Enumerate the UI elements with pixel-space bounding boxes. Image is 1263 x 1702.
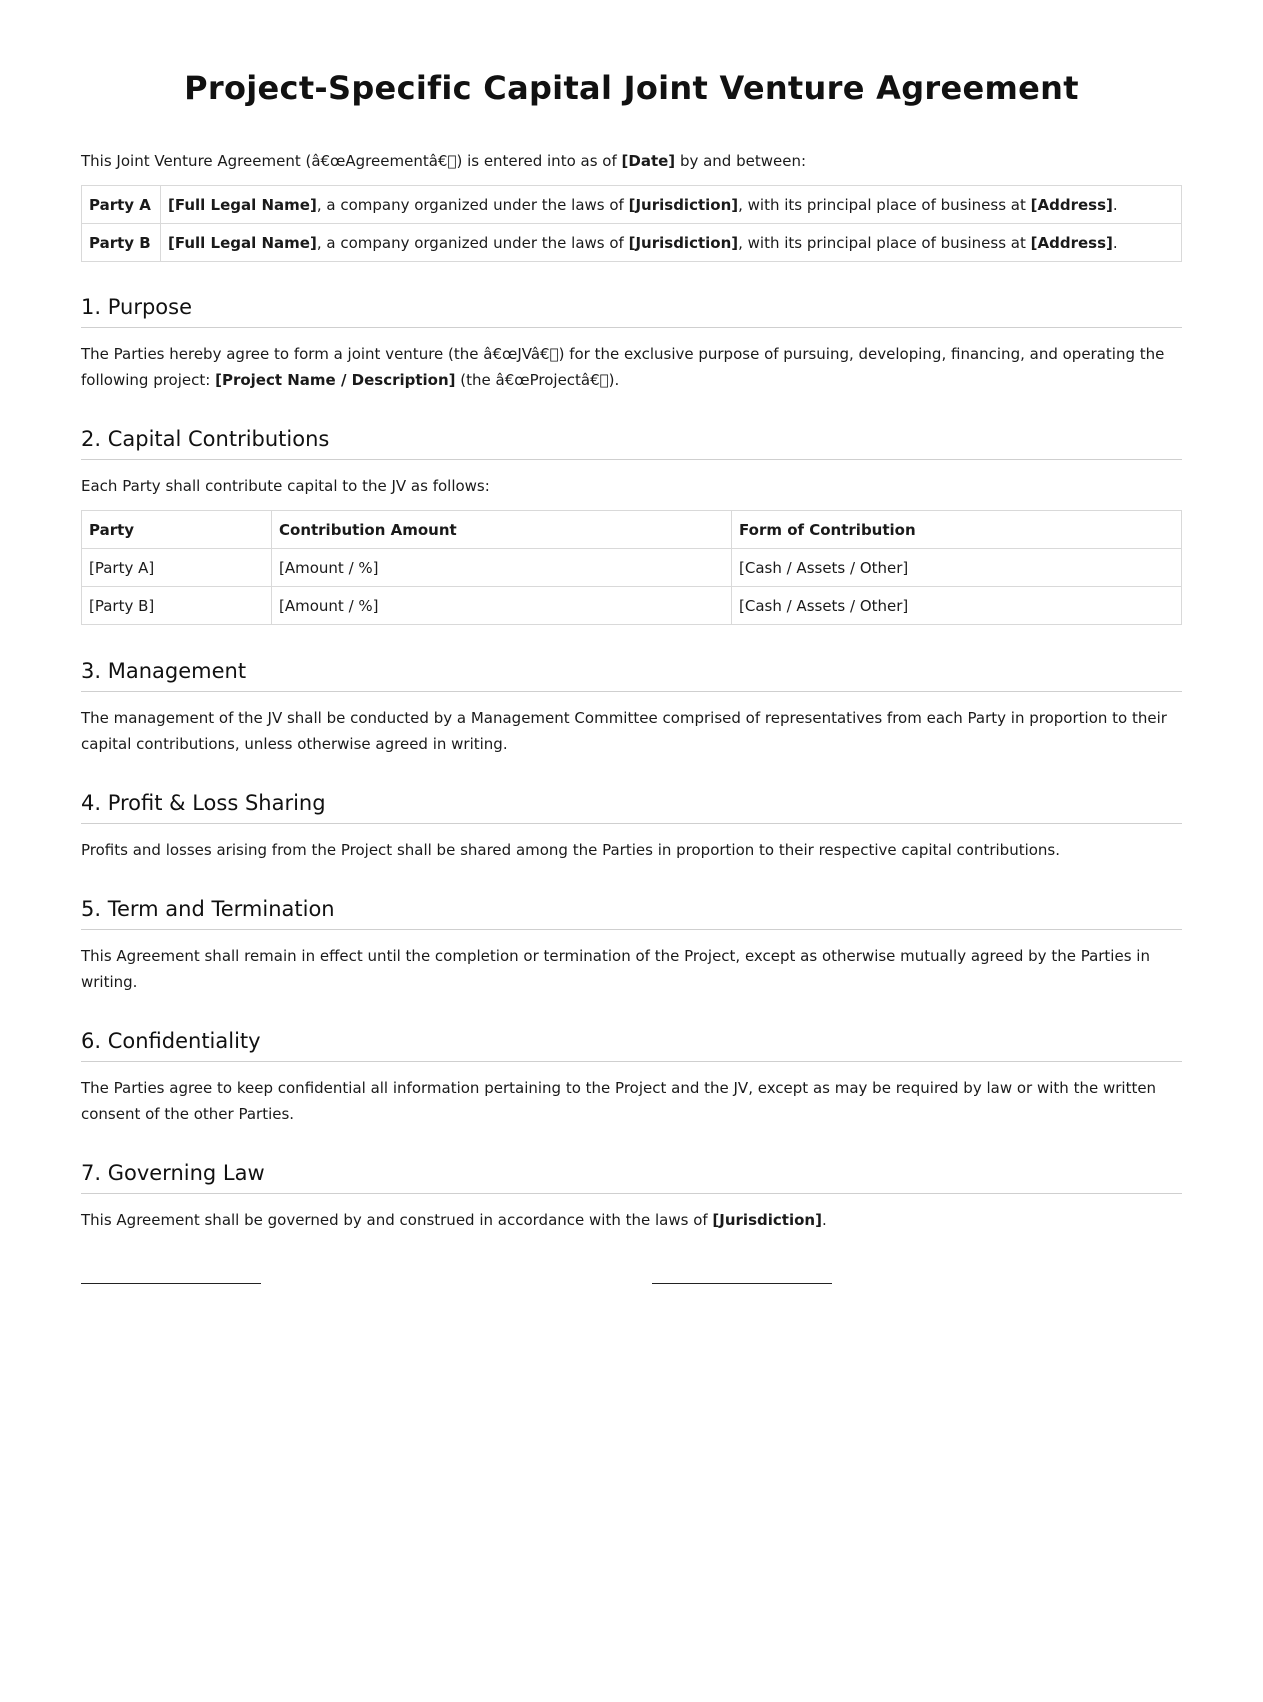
intro-date-placeholder: [Date]: [621, 152, 676, 170]
governing-law-jurisdiction: [Jurisdiction]: [712, 1211, 822, 1229]
table-cell: [Party B]: [82, 587, 272, 625]
table-cell: [Amount / %]: [272, 587, 732, 625]
governing-law-text: [81, 1207, 1182, 1233]
management-text: The management of the JV shall be conducted by a Management Committee comprised of representatives from each Party in proportion to their capital contributions, unless otherwise agreed in writing.: [81, 709, 1167, 753]
term-text: This Agreement shall remain in effect until the completion or termination of the Project, except as otherwise mutually agreed by the Parties in writing.: [81, 947, 1150, 991]
party-a-address: [Address]: [1030, 195, 1113, 214]
table-cell: [Party A]: [82, 549, 272, 587]
section-heading: 2. Capital Contributions: [81, 424, 1182, 460]
governing-law-text-main: This Agreement shall be governed by and construed in accordance with the laws of: [81, 1211, 713, 1229]
party-b-label: Party B: [82, 224, 161, 262]
table-row: [82, 587, 1182, 625]
party-a-label: Party A: [82, 186, 161, 224]
section-confidentiality: [81, 1026, 1182, 1127]
party-b-address: [Address]: [1030, 233, 1113, 252]
purpose-text-part1: The Parties hereby agree to form a joint venture (the â€œJVâ€ ) for the exclusive purpose of pursuing, developing, financing, and operating the following project:: [81, 345, 1165, 389]
party-b-details: [161, 224, 1182, 262]
party-b-text2: , with its principal place of business at: [738, 233, 1031, 252]
party-a-text2: , with its principal place of business at: [738, 195, 1031, 214]
party-a-end: .: [1112, 195, 1118, 214]
table-header-row: [82, 511, 1182, 549]
section-heading: 7. Governing Law: [81, 1158, 1182, 1194]
parties-table: [81, 185, 1182, 262]
governing-law-end: .: [821, 1211, 827, 1229]
capital-text: Each Party shall contribute capital to the JV as follows:: [81, 477, 490, 495]
purpose-text-part2: (the â€œProjectâ€ ).: [455, 371, 620, 389]
section-heading: 3. Management: [81, 656, 1182, 692]
party-a-name: [Full Legal Name]: [168, 195, 317, 214]
table-row: [82, 549, 1182, 587]
column-header: Contribution Amount: [272, 511, 732, 549]
section-heading: 4. Profit & Loss Sharing: [81, 788, 1182, 824]
section-purpose: [81, 292, 1182, 393]
section-heading: 6. Confidentiality: [81, 1026, 1182, 1062]
signature-line-party-a[interactable]: [81, 1269, 261, 1284]
party-a-details: [161, 186, 1182, 224]
section-profit-loss: [81, 788, 1182, 863]
intro-paragraph: [81, 148, 1182, 174]
table-row: [82, 186, 1182, 224]
column-header: Party: [82, 511, 272, 549]
purpose-text: [81, 341, 1182, 393]
contributions-table: [81, 510, 1182, 625]
section-management: [81, 656, 1182, 757]
table-cell: [Amount / %]: [272, 549, 732, 587]
table-row: [82, 224, 1182, 262]
party-a-text1: , a company organized under the laws of: [316, 195, 629, 214]
section-term: [81, 894, 1182, 995]
signature-block: [81, 1269, 1182, 1284]
party-b-text1: , a company organized under the laws of: [316, 233, 629, 252]
intro-prefix: This Joint Venture Agreement (â€œAgreementâ€ ) is entered into as of: [81, 152, 622, 170]
intro-suffix: by and between:: [675, 152, 807, 170]
party-b-jurisdiction: [Jurisdiction]: [628, 233, 739, 252]
section-governing-law: [81, 1158, 1182, 1233]
section-capital-contributions: [81, 424, 1182, 625]
signature-line-party-b[interactable]: [652, 1269, 832, 1284]
profit-text: Profits and losses arising from the Project shall be shared among the Parties in proportion to their respective capital contributions.: [81, 841, 1061, 859]
party-a-jurisdiction: [Jurisdiction]: [628, 195, 739, 214]
project-placeholder: [Project Name / Description]: [215, 371, 456, 389]
column-header: Form of Contribution: [732, 511, 1182, 549]
confidentiality-text: The Parties agree to keep confidential all information pertaining to the Project and the JV, except as may be required by law or with the written consent of the other Parties.: [81, 1079, 1157, 1123]
document-title: Project-Specific Capital Joint Venture Agreement: [184, 69, 1079, 107]
section-heading: 5. Term and Termination: [81, 894, 1182, 930]
table-cell: [Cash / Assets / Other]: [732, 549, 1182, 587]
table-cell: [Cash / Assets / Other]: [732, 587, 1182, 625]
section-heading: 1. Purpose: [81, 292, 1182, 328]
party-b-end: .: [1112, 233, 1118, 252]
party-b-name: [Full Legal Name]: [168, 233, 317, 252]
